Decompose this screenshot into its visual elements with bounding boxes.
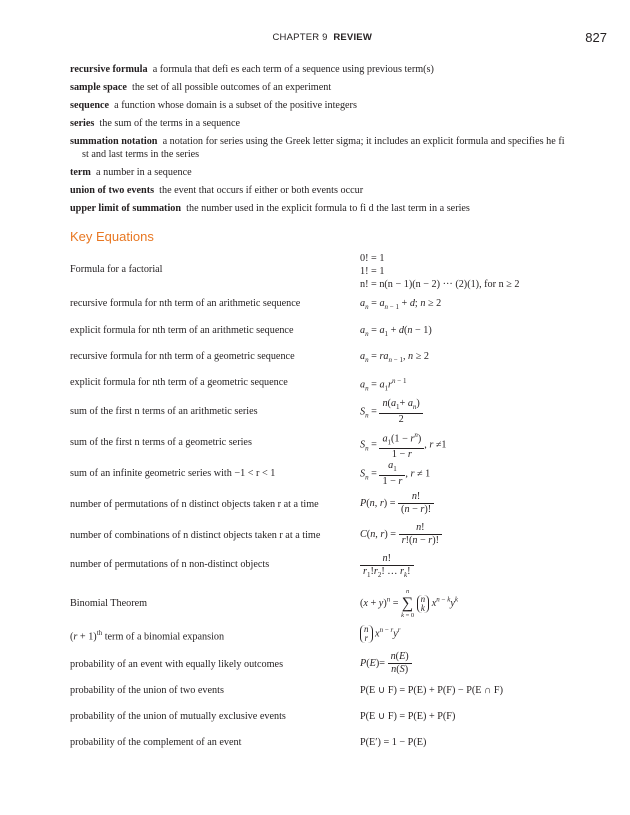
glossary-entry: [70, 81, 570, 94]
equation-formula: $a_n = a_{n - 1} + d$; n ≥ 2: [360, 298, 442, 312]
glossary-entry: [70, 63, 570, 76]
equation-row-perm: [70, 491, 570, 519]
equation-row-perm-nd: [70, 553, 570, 581]
glossary-definition: a function whose domain is a subset of the positive integers: [114, 100, 357, 111]
equation-formula: $a_n = a_1r^{n - 1}$: [360, 377, 407, 393]
glossary-term: term: [70, 167, 91, 178]
equation-formula: $S_n$ = $\frac{a_1}{1 - r}$ , r ≠ 1: [360, 460, 431, 488]
equation-label: sum of an infinite geometric series with −1 < r < 1: [70, 468, 276, 479]
page-number: 827: [585, 30, 607, 45]
glossary-entry: [70, 166, 570, 179]
equation-formula: P(n, r) = $\frac{n!}{(n - r)!}$: [360, 491, 434, 516]
factorial-one: 1! = 1: [360, 266, 385, 277]
equation-label: recursive formula for nth term of an arithmetic sequence: [70, 298, 301, 309]
equation-row-binom-term: [70, 625, 570, 647]
equation-label: Binomial Theorem: [70, 598, 148, 609]
glossary-term: series: [70, 118, 95, 129]
equation-label: number of permutations of n non-distinct objects: [70, 559, 270, 570]
equation-formula: n r $x^{n - r}y^r$: [360, 625, 401, 643]
equation-label: Formula for a factorial: [70, 264, 163, 275]
glossary: [70, 63, 570, 220]
equation-label: sum of the first n terms of a geometric series: [70, 437, 252, 448]
section-name: REVIEW: [333, 32, 372, 43]
glossary-term: union of two events: [70, 185, 155, 196]
glossary-entry: [70, 99, 570, 112]
equation-formula: [360, 252, 519, 291]
equation-row-inf-sum: [70, 460, 570, 488]
equation-row-binom: [70, 587, 570, 621]
page-header: [0, 30, 630, 46]
equation-formula: P(E)= $\frac{n(E)}{n(S)}$: [360, 651, 412, 676]
equation-label: sum of the first n terms of an arithmetic series: [70, 406, 258, 417]
glossary-term: sequence: [70, 100, 110, 111]
equation-label: number of permutations of n distinct objects taken r at a time: [70, 499, 319, 510]
glossary-definition: a number in a sequence: [96, 167, 192, 178]
glossary-term: summation notation: [70, 136, 158, 147]
equation-label: explicit formula for nth term of a geometric sequence: [70, 377, 288, 388]
equation-row-factorial: [70, 252, 570, 292]
glossary-term: recursive formula: [70, 64, 148, 75]
key-equations-heading: Key Equations: [70, 229, 154, 244]
equation-row-prob-equal: [70, 651, 570, 679]
equation-formula: $(x + y)^n$ = n ∑ k = 0 n k $x^{n - k}y^k$: [360, 588, 458, 619]
glossary-entry: [70, 184, 570, 197]
equation-formula: $a_n = ra_{n - 1}$, n ≥ 2: [360, 351, 429, 365]
glossary-term: upper limit of summation: [70, 203, 182, 214]
equation-label: recursive formula for nth term of a geometric sequence: [70, 351, 295, 362]
equation-row-arith-sum: [70, 398, 570, 426]
equation-label: probability of the complement of an event: [70, 737, 242, 748]
equation-label: $(r + 1)^{th}$ term of a binomial expansion: [70, 629, 225, 643]
glossary-definition: the sum of the terms in a sequence: [99, 118, 241, 129]
equation-formula: $S_n$ = $\frac{a_1(1 - r^n)}{1 - r}$ , r ≠1: [360, 431, 447, 461]
chapter-number: CHAPTER 9: [272, 32, 328, 43]
glossary-definition: the set of all possible outcomes of an experiment: [131, 82, 332, 93]
equation-label: explicit formula for nth term of an arithmetic sequence: [70, 325, 294, 336]
glossary-entry: [70, 117, 570, 130]
equation-formula: $\frac{n!}{r_1!r_2! \dots r_k!}$: [360, 553, 414, 581]
glossary-definition: the event that occurs if either or both events occur: [159, 185, 364, 196]
equation-label: probability of an event with equally likely outcomes: [70, 659, 284, 670]
equation-formula: P(E ∪ F) = P(E) + P(F) − P(E ∩ F): [360, 685, 503, 696]
equation-formula: P(E ∪ F) = P(E) + P(F): [360, 711, 456, 722]
equation-formula: $a_n = a_1 + d(n - 1)$: [360, 325, 432, 339]
glossary-definition: a notation for series using the Greek letter sigma; it includes an explicit formula and specifies he fi st and last terms in the series: [82, 136, 565, 160]
factorial-zero: 0! = 1: [360, 253, 385, 264]
glossary-term: sample space: [70, 82, 127, 93]
factorial-n: n! = n(n − 1)(n − 2) ··· (2)(1), for n ≥ 2: [360, 279, 520, 290]
equation-label: probability of the union of mutually exclusive events: [70, 711, 286, 722]
glossary-definition: a formula that defi es each term of a sequence using previous term(s): [152, 64, 434, 75]
equation-formula: P(E′) = 1 − P(E): [360, 737, 427, 748]
glossary-entry: [70, 202, 570, 215]
glossary-entry: [70, 135, 570, 161]
chapter-label: [273, 32, 373, 43]
equation-formula: C(n, r) = $\frac{n!}{r!(n - r)!}$: [360, 522, 442, 547]
equation-row-geo-sum: [70, 429, 570, 461]
equation-row-comb: [70, 522, 570, 550]
equation-label: probability of the union of two events: [70, 685, 224, 696]
glossary-definition: the number used in the explicit formula to fi d the last term in a series: [186, 203, 470, 214]
equation-formula: $S_n$ = $\frac{n(a_1+ a_n)}{2}$: [360, 398, 423, 426]
equation-label: number of combinations of n distinct objects taken r at a time: [70, 530, 321, 541]
